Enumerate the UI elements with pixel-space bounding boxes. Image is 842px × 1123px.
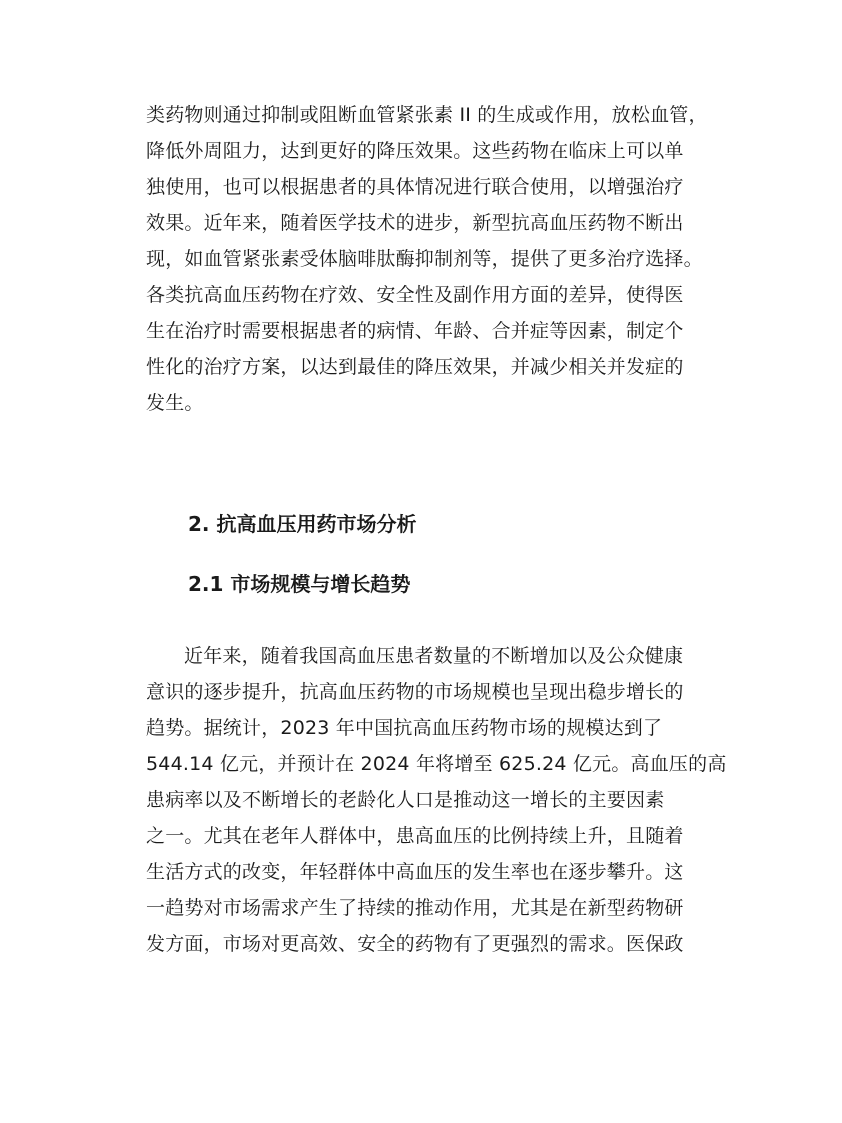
paragraph-line: 之一。尤其在老年人群体中，患高血压的比例持续上升，且随着 <box>146 825 684 847</box>
paragraph-line: 一趋势对市场需求产生了持续的推动作用，尤其是在新型药物研 <box>146 897 684 919</box>
paragraph-line: 544.14 亿元，并预计在 2024 年将增至 625.24 亿元。高血压的高 <box>146 753 727 775</box>
market-paragraph <box>146 643 727 967</box>
paragraph-line: 发生。 <box>146 392 204 414</box>
subsection-heading: 2.1 市场规模与增长趋势 <box>188 572 411 596</box>
paragraph-line: 独使用，也可以根据患者的具体情况进行联合使用，以增强治疗 <box>146 176 684 198</box>
section-heading: 2. 抗高血压用药市场分析 <box>188 512 417 536</box>
paragraph-line: 各类抗高血压药物在疗效、安全性及副作用方面的差异，使得医 <box>146 284 684 306</box>
intro-paragraph <box>146 102 716 426</box>
paragraph-line: 近年来，随着我国高血压患者数量的不断增加以及公众健康 <box>184 645 684 667</box>
paragraph-line: 性化的治疗方案，以达到最佳的降压效果，并减少相关并发症的 <box>146 356 684 378</box>
paragraph-line: 意识的逐步提升，抗高血压药物的市场规模也呈现出稳步增长的 <box>146 681 684 703</box>
paragraph-line: 降低外周阻力，达到更好的降压效果。这些药物在临床上可以单 <box>146 140 684 162</box>
paragraph-line: 趋势。据统计，2023 年中国抗高血压药物市场的规模达到了 <box>146 717 663 739</box>
paragraph-line: 发方面，市场对更高效、安全的药物有了更强烈的需求。医保政 <box>146 933 684 955</box>
paragraph-line: 类药物则通过抑制或阻断血管紧张素 II 的生成或作用，放松血管， <box>146 104 708 126</box>
paragraph-line: 患病率以及不断增长的老龄化人口是推动这一增长的主要因素 <box>146 789 665 811</box>
paragraph-line: 生在治疗时需要根据患者的病情、年龄、合并症等因素，制定个 <box>146 320 684 342</box>
paragraph-line: 效果。近年来，随着医学技术的进步，新型抗高血压药物不断出 <box>146 212 684 234</box>
paragraph-line: 生活方式的改变，年轻群体中高血压的发生率也在逐步攀升。这 <box>146 861 684 883</box>
paragraph-line: 现，如血管紧张素受体脑啡肽酶抑制剂等，提供了更多治疗选择。 <box>146 248 703 270</box>
